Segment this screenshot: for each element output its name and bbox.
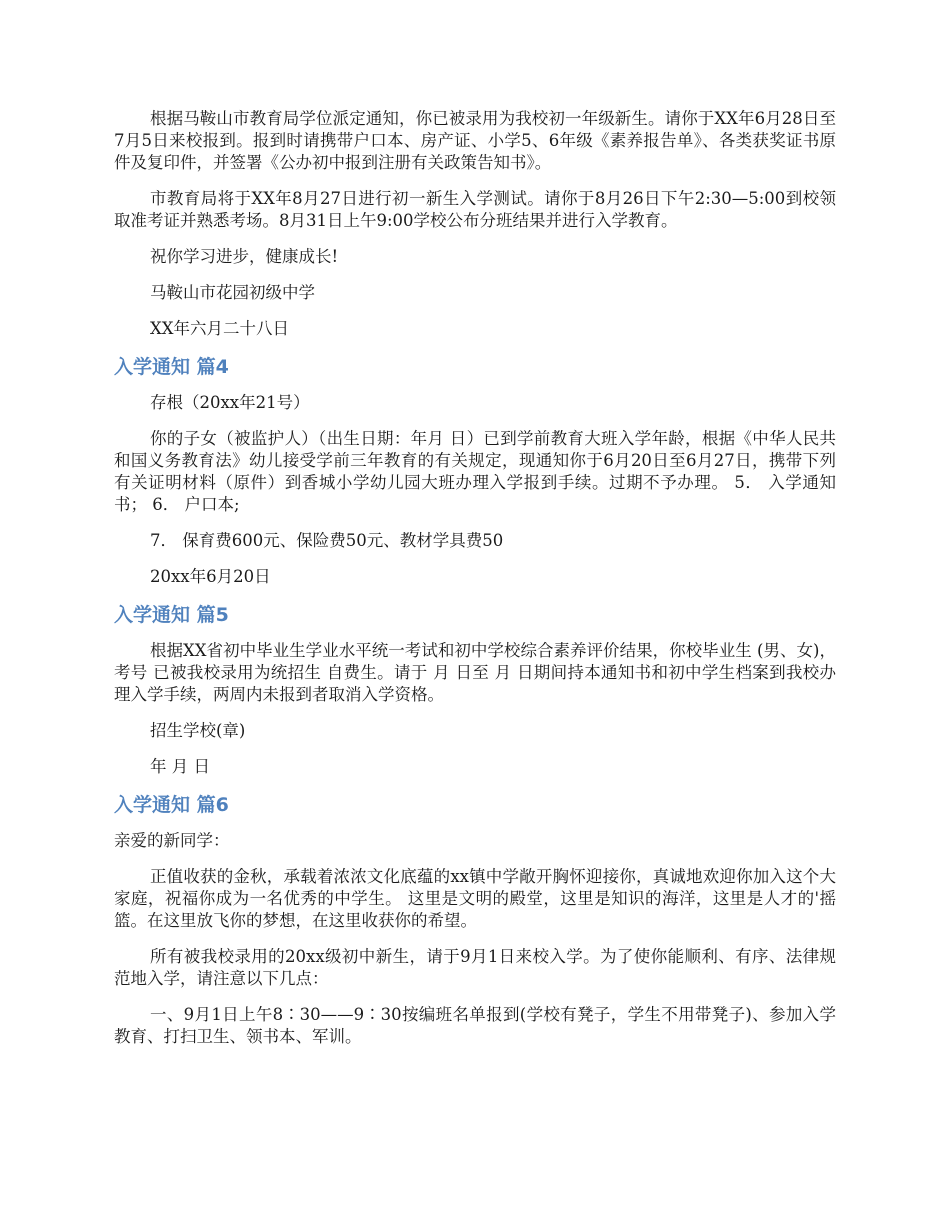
paragraph-admission-notice: 根据马鞍山市教育局学位派定通知，你已被录用为我校初一年级新生。请你于XX年6月28日至7月5日来校报到。报到时请携带户口本、房产证、小学5、6年级《素养报告单》、各类获奖证书原件及复印件，并签署《公办初中报到注册有关政策告知书》。 [114, 109, 836, 172]
section-6 [114, 792, 836, 1048]
paragraph-stub: 存根（20xx年21号） [150, 393, 310, 412]
paragraph-welcome: 正值收获的金秋，承载着浓浓文化底蕴的xx镇中学敞开胸怀迎接你，真诚地欢迎你加入这个大家庭，祝福你成为一名优秀的中学生。 这里是文明的殿堂，这里是知识的海洋，这里是人才的'摇篮。在这里放飞你的梦想，在这里收获你的希望。 [114, 867, 836, 930]
section-heading: 入学通知 篇6 [114, 794, 229, 816]
paragraph-entrance-test: 市教育局将于XX年8月27日进行初一新生入学测试。请你于8月26日下午2:30—5:00到校领取准考证并熟悉考场。8月31日上午9:00学校公布分班结果并进行入学教育。 [114, 189, 836, 230]
section-4 [114, 354, 836, 588]
paragraph-greeting: 亲爱的新同学： [114, 831, 230, 850]
paragraph-fees: 7． 保育费600元、保险费50元、教材学具费50 [150, 531, 504, 550]
section-5 [114, 602, 836, 778]
paragraph-date: 20xx年6月20日 [150, 567, 271, 586]
paragraph-school-signature: 马鞍山市花园初级中学 [150, 283, 315, 302]
paragraph-school-seal: 招生学校(章) [150, 721, 246, 740]
paragraph-enrollment-date: 所有被我校录用的20xx级初中新生，请于9月1日来校入学。为了使你能顺利、有序、法律规范地入学，请注意以下几点： [114, 947, 836, 988]
section-heading: 入学通知 篇4 [114, 356, 229, 378]
paragraph-enrollment-notice: 根据XX省初中毕业生学业水平统一考试和初中学校综合素养评价结果，你校毕业生 (男、女)，考号 已被我校录用为统招生 自费生。请于 月 日至 月 日期间持本通知书和初中学生档案到我校办理入学手续，两周内未报到者取消入学资格。 [114, 641, 836, 704]
paragraph-date: 年 月 日 [150, 757, 210, 776]
section-heading: 入学通知 篇5 [114, 604, 229, 626]
paragraph-item-one: 一、9月1日上午8∶30——9∶30按编班名单报到(学校有凳子，学生不用带凳子)、参加入学教育、打扫卫生、领书本、军训。 [114, 1005, 836, 1046]
paragraph-wishes: 祝你学习进步，健康成长! [150, 247, 339, 266]
paragraph-kindergarten-notice: 你的子女（被监护人）（出生日期：年月 日）已到学前教育大班入学年龄，根据《中华人民共和国义务教育法》幼儿接受学前三年教育的有关规定，现通知你于6月20日至6月27日，携带下列有关证明材料（原件）到香城小学幼儿园大班办理入学报到手续。过期不予办理。 5． 入学通知书； 6． 户口本; [114, 429, 836, 514]
paragraph-date: XX年六月二十八日 [150, 319, 289, 338]
section-3-body [114, 108, 836, 340]
